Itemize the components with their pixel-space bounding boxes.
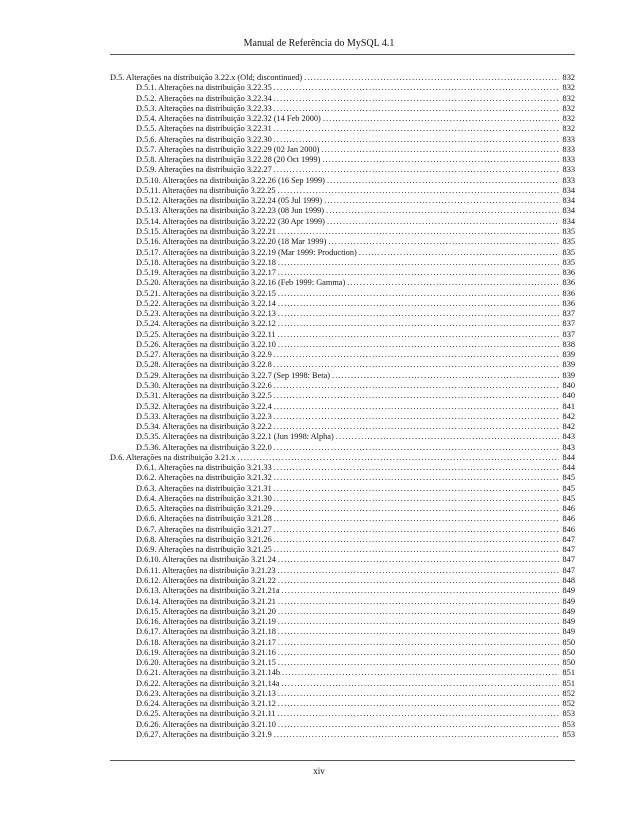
toc-subsection-entry[interactable] [110, 83, 575, 93]
dot-leader [282, 668, 559, 678]
toc-entry-page: 835 [562, 226, 575, 236]
header-rule [110, 54, 575, 55]
toc-section-entry[interactable] [110, 453, 575, 463]
toc-subsection-entry[interactable] [110, 391, 575, 401]
toc-entry-page: 836 [562, 298, 575, 308]
toc-subsection-entry[interactable] [110, 196, 575, 206]
toc-subsection-entry[interactable] [110, 186, 575, 196]
toc-entry-page: 846 [562, 524, 575, 534]
toc-entry-page: 835 [562, 247, 575, 257]
toc-subsection-entry[interactable] [110, 514, 575, 524]
toc-entry-page: 850 [562, 637, 575, 647]
toc-subsection-entry[interactable] [110, 227, 575, 237]
toc-entry-page: 833 [562, 144, 575, 154]
toc-entry-title: D.5.13. Alterações na distribuição 3.22.23 (08 Jun 1999) [136, 206, 325, 216]
toc-subsection-entry[interactable] [110, 135, 575, 145]
dot-leader [278, 299, 559, 309]
toc-entry-title: D.6.24. Alterações na distribuição 3.21.12 [136, 699, 276, 709]
toc-entry-page: 832 [562, 93, 575, 103]
toc-entry-title: D.5.1. Alterações na distribuição 3.22.35 [136, 83, 272, 93]
dot-leader [274, 422, 559, 432]
toc-entry-title: D.5.8. Alterações na distribuição 3.22.28 (20 Oct 1999) [136, 155, 321, 165]
toc-entry-title: D.5.12. Alterações na distribuição 3.22.24 (05 Jul 1999) [136, 196, 323, 206]
dot-leader [278, 555, 559, 565]
toc-entry-page: 836 [562, 288, 575, 298]
toc-entry-page: 842 [562, 422, 575, 432]
dot-leader [278, 258, 559, 268]
toc-entry-page: 834 [562, 185, 575, 195]
toc-entry-title: D.6.18. Alterações na distribuição 3.21.17 [136, 637, 276, 647]
toc-subsection-entry[interactable] [110, 330, 575, 340]
toc-entry-title: D.5.31. Alterações na distribuição 3.22.5 [136, 391, 272, 401]
toc-subsection-entry[interactable] [110, 309, 575, 319]
toc-subsection-entry[interactable] [110, 319, 575, 329]
toc-entry-page: 832 [562, 73, 575, 82]
toc-entry-title: D.6.17. Alterações na distribuição 3.21.18 [136, 627, 276, 637]
dot-leader [278, 617, 559, 627]
dot-leader [274, 545, 559, 555]
toc-entry-page: 834 [562, 206, 575, 216]
toc-entry-title: D.6.6. Alterações na distribuição 3.21.28 [136, 514, 272, 524]
toc-entry-page: 849 [562, 596, 575, 606]
dot-leader [347, 278, 559, 288]
dot-leader [274, 525, 559, 535]
dot-leader [321, 145, 559, 155]
toc-entry-title: D.6.1. Alterações na distribuição 3.21.33 [136, 463, 272, 473]
page-number: xiv [313, 766, 325, 776]
toc-entry-title: D.5.4. Alterações na distribuição 3.22.32 (14 Feb 2000) [136, 114, 321, 124]
toc-entry-title: D.5.20. Alterações na distribuição 3.22.16 (Feb 1999: Gamma) [136, 278, 346, 288]
toc-entry-page: 839 [562, 360, 575, 370]
toc-subsection-entry[interactable] [110, 422, 575, 432]
toc-entry-page: 832 [562, 103, 575, 113]
toc-subsection-entry[interactable] [110, 484, 575, 494]
toc-entry-title: D.6.13. Alterações na distribuição 3.21.21a [136, 586, 280, 596]
toc-entry-page: 839 [562, 350, 575, 360]
toc-entry-page: 832 [562, 83, 575, 93]
toc-section-entry[interactable] [110, 73, 575, 83]
toc-entry-page: 847 [562, 555, 575, 565]
dot-leader [278, 340, 559, 350]
dot-leader [274, 535, 559, 545]
dot-leader [274, 104, 559, 114]
dot-leader [278, 268, 559, 278]
dot-leader [274, 135, 559, 145]
dot-leader [274, 443, 559, 453]
toc-entry-title: D.5.22. Alterações na distribuição 3.22.14 [136, 298, 276, 308]
dot-leader [359, 248, 559, 258]
dot-leader [237, 453, 559, 463]
toc-entry-title: D.6.21. Alterações na distribuição 3.21.14b [136, 668, 281, 678]
toc-entry-title: D.5.27. Alterações na distribuição 3.22.9 [136, 350, 272, 360]
toc-entry-title: D.6.22. Alterações na distribuição 3.21.14a [136, 678, 280, 688]
toc-entry-title: D.6.20. Alterações na distribuição 3.21.15 [136, 658, 276, 668]
toc-subsection-entry[interactable] [110, 699, 575, 709]
toc-entry-page: 840 [562, 380, 575, 390]
toc-subsection-entry[interactable] [110, 473, 575, 483]
toc-entry-title: D.6.9. Alterações na distribuição 3.21.25 [136, 545, 272, 555]
dot-leader [327, 217, 559, 227]
toc-entry-page: 850 [562, 658, 575, 668]
dot-leader [324, 196, 559, 206]
toc-entry-title: D.5.5. Alterações na distribuição 3.22.31 [136, 124, 272, 134]
toc-entry-page: 836 [562, 268, 575, 278]
toc-entry-page: 849 [562, 586, 575, 596]
toc-entry-title: D.5.25. Alterações na distribuição 3.22.11 [136, 329, 276, 339]
toc-subsection-entry[interactable] [110, 124, 575, 134]
toc-subsection-entry[interactable] [110, 576, 575, 586]
dot-leader [278, 330, 559, 340]
toc-subsection-entry[interactable] [110, 668, 575, 678]
dot-leader [278, 720, 559, 730]
toc-subsection-entry[interactable] [110, 432, 575, 442]
toc-entry-page: 841 [562, 401, 575, 411]
toc-entry-title: D.5.15. Alterações na distribuição 3.22.21 [136, 226, 276, 236]
toc-entry-page: 843 [562, 442, 575, 452]
dot-leader [274, 730, 559, 740]
dot-leader [282, 679, 559, 689]
toc-entry-title: D.5.17. Alterações na distribuição 3.22.19 (Mar 1999: Production) [136, 247, 357, 257]
dot-leader [274, 402, 559, 412]
toc-entry-page: 843 [562, 432, 575, 442]
toc-entry-page: 847 [562, 565, 575, 575]
dot-leader [274, 484, 559, 494]
toc-entry-title: D.5.10. Alterações na distribuição 3.22.26 (16 Sep 1999) [136, 175, 325, 185]
toc-entry-title: D.5.14. Alterações na distribuição 3.22.22 (30 Apr 1999) [136, 216, 325, 226]
toc-entry-title: D.5.29. Alterações na distribuição 3.22.7 (Sep 1998: Beta) [136, 370, 331, 380]
toc-entry-page: 846 [562, 504, 575, 514]
toc-entry-title: D.6.4. Alterações na distribuição 3.21.30 [136, 493, 272, 503]
dot-leader [304, 73, 559, 83]
dot-leader [274, 412, 559, 422]
dot-leader [278, 186, 559, 196]
toc-entry-page: 837 [562, 309, 575, 319]
toc-subsection-entry[interactable] [110, 258, 575, 268]
dot-leader [274, 514, 559, 524]
toc-subsection-entry[interactable] [110, 145, 575, 155]
table-of-contents [110, 73, 575, 740]
toc-entry-title: D.5.24. Alterações na distribuição 3.22.12 [136, 319, 276, 329]
toc-subsection-entry[interactable] [110, 504, 575, 514]
toc-subsection-entry[interactable] [110, 237, 575, 247]
toc-entry-page: 837 [562, 329, 575, 339]
toc-subsection-entry[interactable] [110, 155, 575, 165]
toc-entry-page: 853 [562, 719, 575, 729]
toc-entry-title: D.6.12. Alterações na distribuição 3.21.22 [136, 576, 276, 586]
toc-subsection-entry[interactable] [110, 289, 575, 299]
toc-subsection-entry[interactable] [110, 463, 575, 473]
toc-entry-page: 853 [562, 730, 575, 739]
toc-entry-page: 836 [562, 278, 575, 288]
dot-leader [278, 638, 559, 648]
toc-entry-page: 851 [562, 668, 575, 678]
toc-subsection-entry[interactable] [110, 597, 575, 607]
toc-entry-page: 851 [562, 678, 575, 688]
dot-leader [274, 360, 559, 370]
toc-subsection-entry[interactable] [110, 114, 575, 124]
dot-leader [282, 586, 559, 596]
toc-entry-page: 840 [562, 391, 575, 401]
toc-subsection-entry[interactable] [110, 607, 575, 617]
toc-subsection-entry[interactable] [110, 248, 575, 258]
toc-entry-page: 849 [562, 606, 575, 616]
toc-entry-title: D.5.16. Alterações na distribuição 3.22.20 (18 Mar 1999) [136, 237, 327, 247]
toc-entry-title: D.5.23. Alterações na distribuição 3.22.13 [136, 309, 276, 319]
toc-subsection-entry[interactable] [110, 617, 575, 627]
toc-entry-page: 838 [562, 339, 575, 349]
toc-entry-title: D.5.9. Alterações na distribuição 3.22.27 [136, 165, 272, 175]
toc-entry-title: D.5.36. Alterações na distribuição 3.22.0 [136, 442, 272, 452]
toc-entry-page: 833 [562, 134, 575, 144]
toc-subsection-entry[interactable] [110, 268, 575, 278]
toc-entry-page: 847 [562, 534, 575, 544]
toc-entry-page: 850 [562, 647, 575, 657]
toc-entry-title: D.6.23. Alterações na distribuição 3.21.13 [136, 688, 276, 698]
dot-leader [278, 709, 559, 719]
dot-leader [322, 155, 559, 165]
toc-subsection-entry[interactable] [110, 730, 575, 740]
toc-entry-title: D.5.35. Alterações na distribuição 3.22.1 (Jun 1998: Alpha) [136, 432, 334, 442]
dot-leader [274, 473, 559, 483]
toc-subsection-entry[interactable] [110, 371, 575, 381]
toc-entry-title: D.6. Alterações na distribuição 3.21.x [110, 452, 236, 462]
toc-subsection-entry[interactable] [110, 525, 575, 535]
toc-subsection-entry[interactable] [110, 689, 575, 699]
toc-subsection-entry[interactable] [110, 350, 575, 360]
toc-entry-title: D.5.3. Alterações na distribuição 3.22.33 [136, 103, 272, 113]
toc-subsection-entry[interactable] [110, 720, 575, 730]
toc-entry-title: D.6.2. Alterações na distribuição 3.21.32 [136, 473, 272, 483]
toc-subsection-entry[interactable] [110, 412, 575, 422]
toc-subsection-entry[interactable] [110, 555, 575, 565]
toc-entry-page: 845 [562, 493, 575, 503]
toc-subsection-entry[interactable] [110, 586, 575, 596]
toc-subsection-entry[interactable] [110, 494, 575, 504]
toc-subsection-entry[interactable] [110, 217, 575, 227]
toc-entry-page: 833 [562, 155, 575, 165]
toc-entry-title: D.6.16. Alterações na distribuição 3.21.19 [136, 617, 276, 627]
toc-subsection-entry[interactable] [110, 648, 575, 658]
toc-entry-page: 845 [562, 483, 575, 493]
toc-entry-title: D.5.30. Alterações na distribuição 3.22.6 [136, 380, 272, 390]
toc-entry-title: D.5.33. Alterações na distribuição 3.22.3 [136, 411, 272, 421]
dot-leader [278, 309, 559, 319]
toc-entry-title: D.6.19. Alterações na distribuição 3.21.16 [136, 647, 276, 657]
toc-entry-title: D.6.11. Alterações na distribuição 3.21.23 [136, 565, 276, 575]
toc-entry-page: 847 [562, 545, 575, 555]
dot-leader [323, 114, 559, 124]
dot-leader [278, 607, 559, 617]
toc-subsection-entry[interactable] [110, 381, 575, 391]
toc-entry-title: D.6.7. Alterações na distribuição 3.21.27 [136, 524, 272, 534]
dot-leader [336, 432, 559, 442]
dot-leader [278, 689, 559, 699]
toc-subsection-entry[interactable] [110, 658, 575, 668]
toc-entry-page: 832 [562, 114, 575, 124]
toc-subsection-entry[interactable] [110, 176, 575, 186]
toc-entry-page: 835 [562, 257, 575, 267]
toc-entry-page: 845 [562, 473, 575, 483]
toc-subsection-entry[interactable] [110, 545, 575, 555]
toc-entry-title: D.5.6. Alterações na distribuição 3.22.30 [136, 134, 272, 144]
toc-entry-title: D.5.18. Alterações na distribuição 3.22.18 [136, 257, 276, 267]
toc-subsection-entry[interactable] [110, 627, 575, 637]
toc-entry-page: 834 [562, 216, 575, 226]
toc-entry-page: 853 [562, 709, 575, 719]
toc-entry-title: D.5. Alterações na distribuição 3.22.x (Old; discontinued) [110, 73, 303, 82]
dot-leader [278, 289, 559, 299]
dot-leader [278, 658, 559, 668]
toc-entry-page: 842 [562, 411, 575, 421]
toc-entry-page: 832 [562, 124, 575, 134]
dot-leader [274, 350, 559, 360]
toc-entry-page: 852 [562, 688, 575, 698]
toc-entry-title: D.6.14. Alterações na distribuição 3.21.21 [136, 596, 276, 606]
dot-leader [278, 648, 559, 658]
toc-entry-title: D.5.11. Alterações na distribuição 3.22.25 [136, 185, 276, 195]
toc-entry-title: D.6.27. Alterações na distribuição 3.21.9 [136, 730, 272, 739]
dot-leader [274, 504, 559, 514]
dot-leader [274, 94, 559, 104]
toc-entry-page: 833 [562, 165, 575, 175]
dot-leader [278, 227, 559, 237]
dot-leader [274, 83, 559, 93]
toc-subsection-entry[interactable] [110, 679, 575, 689]
toc-subsection-entry[interactable] [110, 340, 575, 350]
dot-leader [328, 237, 559, 247]
toc-entry-title: D.6.10. Alterações na distribuição 3.21.24 [136, 555, 276, 565]
dot-leader [278, 597, 559, 607]
toc-entry-title: D.5.26. Alterações na distribuição 3.22.10 [136, 339, 276, 349]
toc-entry-title: D.6.3. Alterações na distribuição 3.21.31 [136, 483, 272, 493]
dot-leader [278, 699, 559, 709]
toc-subsection-entry[interactable] [110, 535, 575, 545]
dot-leader [274, 165, 559, 175]
toc-subsection-entry[interactable] [110, 104, 575, 114]
toc-subsection-entry[interactable] [110, 566, 575, 576]
toc-subsection-entry[interactable] [110, 299, 575, 309]
toc-entry-title: D.5.28. Alterações na distribuição 3.22.8 [136, 360, 272, 370]
toc-entry-page: 849 [562, 617, 575, 627]
toc-entry-title: D.6.15. Alterações na distribuição 3.21.20 [136, 606, 276, 616]
toc-subsection-entry[interactable] [110, 709, 575, 719]
toc-entry-title: D.5.7. Alterações na distribuição 3.22.29 (02 Jan 2000) [136, 144, 320, 154]
footer-rule [110, 760, 575, 761]
toc-entry-title: D.5.19. Alterações na distribuição 3.22.17 [136, 268, 276, 278]
dot-leader [278, 319, 559, 329]
dot-leader [274, 463, 559, 473]
dot-leader [278, 627, 559, 637]
dot-leader [332, 371, 559, 381]
toc-subsection-entry[interactable] [110, 443, 575, 453]
toc-entry-title: D.6.26. Alterações na distribuição 3.21.10 [136, 719, 276, 729]
toc-subsection-entry[interactable] [110, 360, 575, 370]
dot-leader [327, 176, 559, 186]
dot-leader [274, 391, 559, 401]
toc-entry-title: D.5.2. Alterações na distribuição 3.22.34 [136, 93, 272, 103]
toc-entry-page: 839 [562, 370, 575, 380]
toc-entry-page: 834 [562, 196, 575, 206]
dot-leader [326, 206, 559, 216]
toc-entry-title: D.5.21. Alterações na distribuição 3.22.15 [136, 288, 276, 298]
dot-leader [278, 576, 559, 586]
toc-entry-title: D.5.34. Alterações na distribuição 3.22.2 [136, 422, 272, 432]
toc-entry-page: 833 [562, 175, 575, 185]
toc-subsection-entry[interactable] [110, 278, 575, 288]
toc-entry-page: 852 [562, 699, 575, 709]
toc-entry-page: 849 [562, 627, 575, 637]
dot-leader [274, 124, 559, 134]
toc-entry-title: D.6.8. Alterações na distribuição 3.21.26 [136, 534, 272, 544]
toc-subsection-entry[interactable] [110, 206, 575, 216]
toc-subsection-entry[interactable] [110, 402, 575, 412]
dot-leader [274, 381, 559, 391]
toc-subsection-entry[interactable] [110, 94, 575, 104]
toc-entry-page: 835 [562, 237, 575, 247]
toc-entry-page: 848 [562, 576, 575, 586]
dot-leader [274, 494, 559, 504]
toc-subsection-entry[interactable] [110, 165, 575, 175]
toc-entry-page: 844 [562, 463, 575, 473]
toc-entry-page: 846 [562, 514, 575, 524]
running-header: Manual de Referência do MySQL 4.1 [243, 38, 395, 49]
toc-entry-title: D.6.5. Alterações na distribuição 3.21.29 [136, 504, 272, 514]
toc-subsection-entry[interactable] [110, 638, 575, 648]
toc-entry-page: 844 [562, 452, 575, 462]
toc-entry-title: D.5.32. Alterações na distribuição 3.22.4 [136, 401, 272, 411]
dot-leader [278, 566, 559, 576]
toc-entry-title: D.6.25. Alterações na distribuição 3.21.11 [136, 709, 276, 719]
toc-entry-page: 837 [562, 319, 575, 329]
